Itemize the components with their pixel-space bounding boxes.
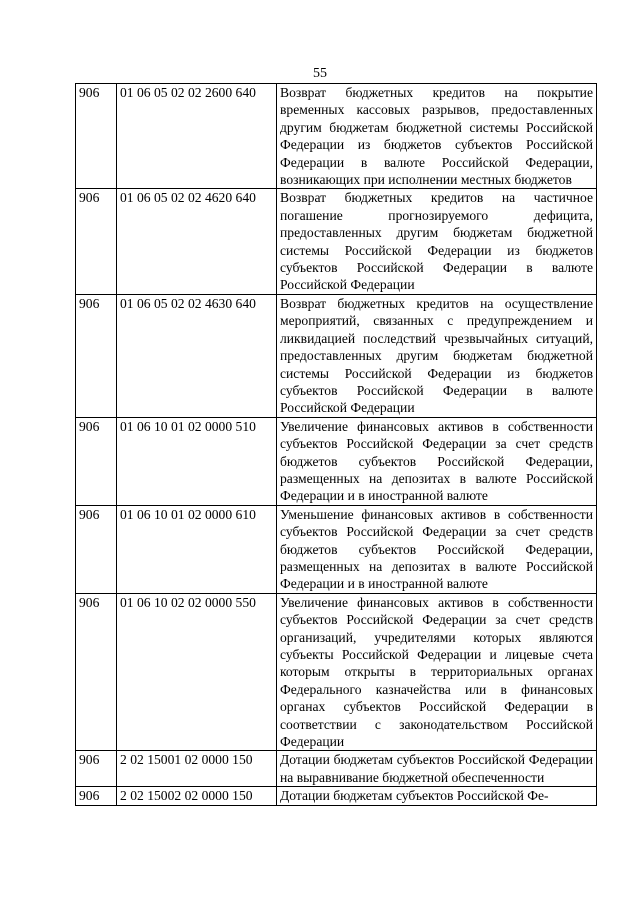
description-cell: Дотации бюджетам субъектов Российской Фе- bbox=[277, 787, 597, 805]
table-row bbox=[76, 189, 597, 294]
budget-code-cell: 01 06 05 02 02 2600 640 bbox=[117, 84, 277, 189]
table-row bbox=[76, 787, 597, 805]
admin-code-cell: 906 bbox=[76, 505, 117, 593]
admin-code-cell: 906 bbox=[76, 417, 117, 505]
description-cell: Дотации бюджетам субъектов Российской Федерации на выравнивание бюджетной обеспеченности bbox=[277, 751, 597, 787]
table-row bbox=[76, 751, 597, 787]
budget-code-cell: 2 02 15002 02 0000 150 bbox=[117, 787, 277, 805]
admin-code-cell: 906 bbox=[76, 787, 117, 805]
description-cell: Увеличение финансовых активов в собственности субъектов Российской Федерации за счет средств бюджетов субъектов Российской Федерации, размещенных на депозитах в валюте Российской Федерации и в иностранной валюте bbox=[277, 417, 597, 505]
table-row bbox=[76, 84, 597, 189]
description-cell: Возврат бюджетных кредитов на осуществление мероприятий, связанных с предупреждением и ликвидацией последствий чрезвычайных ситуаций, предоставленных другим бюджетам бюджетной системы Российской Федерации из бюджетов субъектов Российской Федерации в валюте Российской Федерации bbox=[277, 294, 597, 417]
table-row bbox=[76, 593, 597, 751]
admin-code-cell: 906 bbox=[76, 189, 117, 294]
table-row bbox=[76, 417, 597, 505]
description-cell: Уменьшение финансовых активов в собственности субъектов Российской Федерации за счет средств бюджетов субъектов Российской Федерации, размещенных на депозитах в валюте Российской Федерации и в иностранной валюте bbox=[277, 505, 597, 593]
admin-code-cell: 906 bbox=[76, 294, 117, 417]
table-row bbox=[76, 294, 597, 417]
admin-code-cell: 906 bbox=[76, 84, 117, 189]
page-number: 55 bbox=[313, 66, 327, 81]
admin-code-cell: 906 bbox=[76, 751, 117, 787]
budget-code-cell: 2 02 15001 02 0000 150 bbox=[117, 751, 277, 787]
description-cell: Увеличение финансовых активов в собственности субъектов Российской Федерации за счет средств организаций, учредителями которых являются субъекты Российской Федерации и лицевые счета которым открыты в территориальных органах Федерального казначейства или в финансовых органах субъектов Российской Федерации в соответствии с законодательством Российской Федерации bbox=[277, 593, 597, 751]
budget-code-cell: 01 06 05 02 02 4620 640 bbox=[117, 189, 277, 294]
description-cell: Возврат бюджетных кредитов на частичное погашение прогнозируемого дефицита, предоставленных другим бюджетам бюджетной системы Российской Федерации из бюджетов субъектов Российской Федерации в валюте Российской Федерации bbox=[277, 189, 597, 294]
table-row bbox=[76, 505, 597, 593]
admin-code-cell: 906 bbox=[76, 593, 117, 751]
budget-classification-table bbox=[75, 83, 597, 806]
budget-code-cell: 01 06 10 01 02 0000 610 bbox=[117, 505, 277, 593]
budget-code-cell: 01 06 05 02 02 4630 640 bbox=[117, 294, 277, 417]
description-cell: Возврат бюджетных кредитов на покрытие временных кассовых разрывов, предоставленных другим бюджетам бюджетной системы Российской Федерации из бюджетов субъектов Российской Федерации в валюте Российской Федерации, возникающих при исполнении местных бюджетов bbox=[277, 84, 597, 189]
budget-code-cell: 01 06 10 02 02 0000 550 bbox=[117, 593, 277, 751]
budget-code-cell: 01 06 10 01 02 0000 510 bbox=[117, 417, 277, 505]
